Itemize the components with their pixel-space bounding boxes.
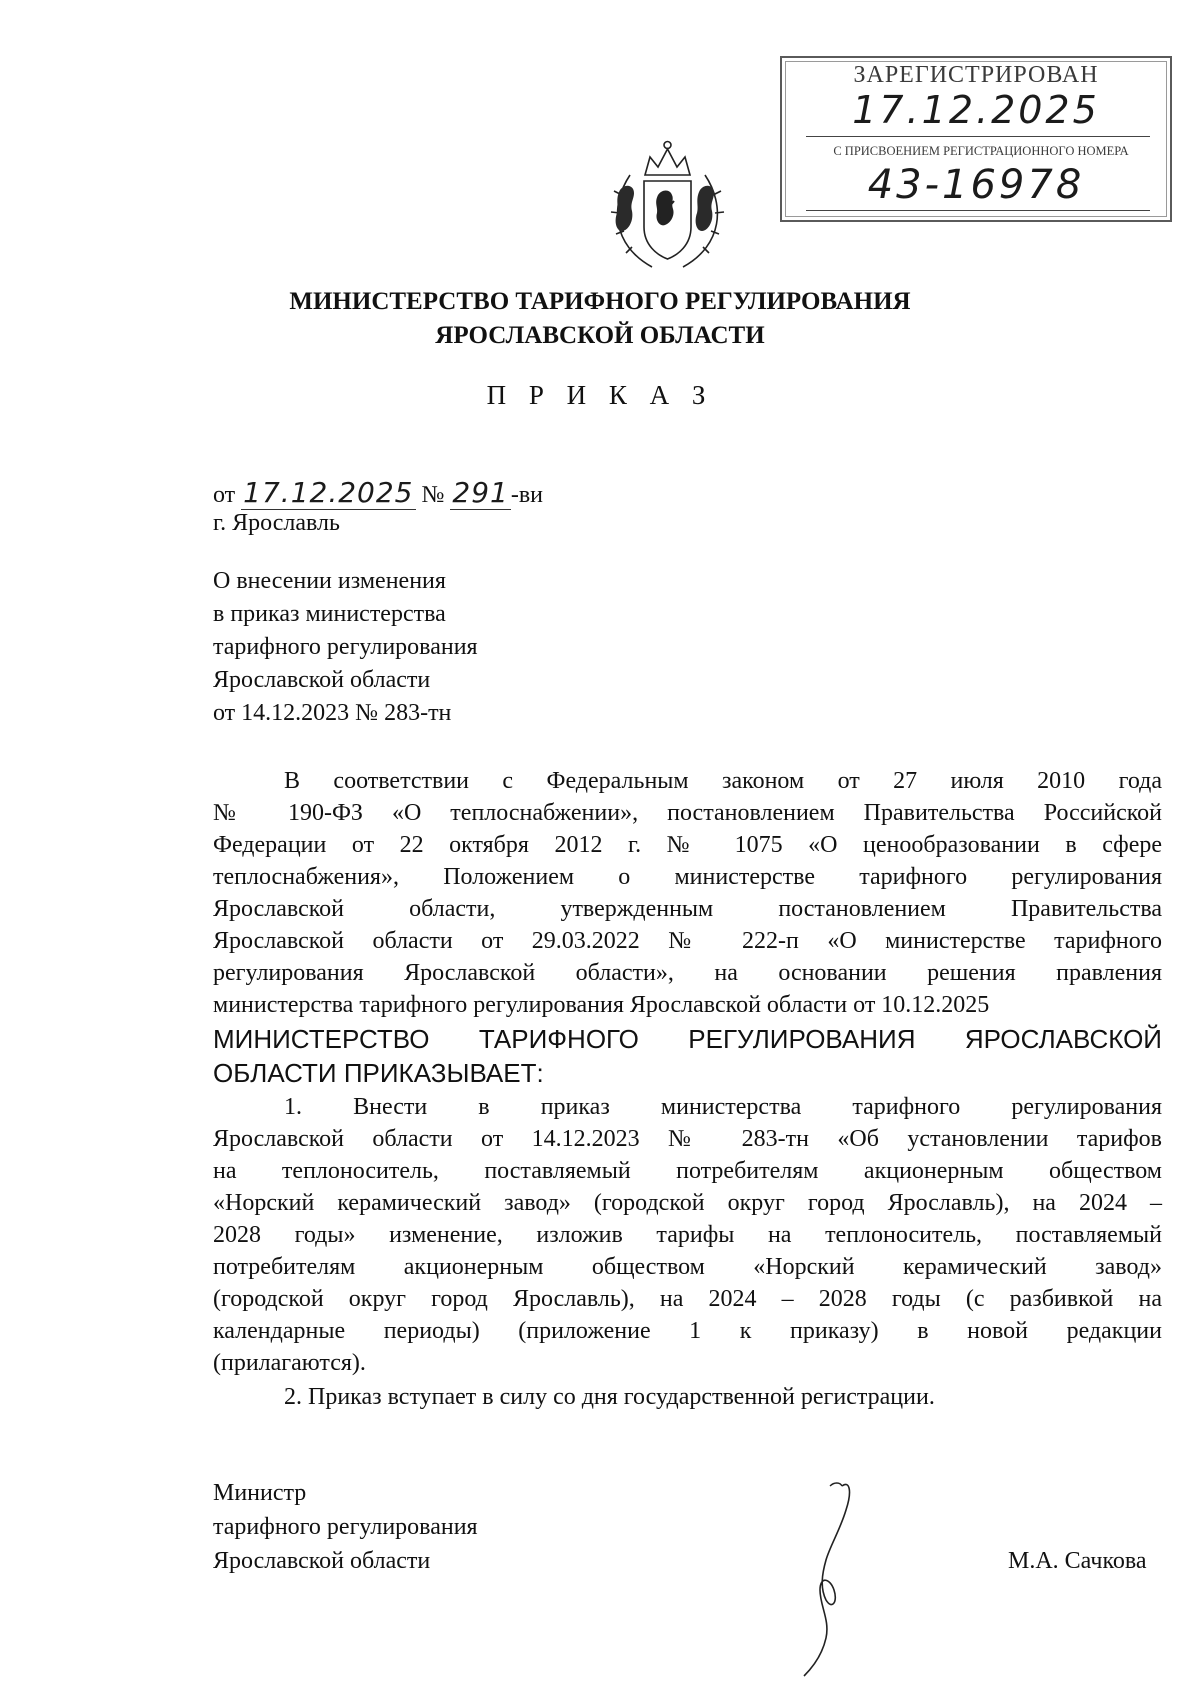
subject-line: тарифного регулирования <box>213 634 478 660</box>
signatory-position-line: тарифного регулирования <box>213 1514 478 1540</box>
stamp-subtitle: С ПРИСВОЕНИЕМ РЕГИСТРАЦИОННОГО НОМЕРА <box>833 144 1129 158</box>
item1-line: (прилагаются). <box>213 1350 366 1376</box>
item2-text: 2. Приказ вступает в силу со дня государственной регистрации. <box>284 1384 935 1410</box>
handwritten-order-number: 291 <box>452 476 509 509</box>
subject-line: от 14.12.2023 № 283-тн <box>213 700 452 726</box>
stamp-handwritten-date: 17.12.2025 <box>852 88 1100 132</box>
stamp-number-line <box>806 210 1150 211</box>
stamp-date-line <box>806 136 1150 137</box>
number-suffix: -ви <box>510 482 544 508</box>
registration-stamp <box>780 56 1172 222</box>
preamble-line: Федерации от 22 октября 2012 г. № 1075 «О ценообразовании в сфере <box>213 832 1162 858</box>
item1-line: календарные периоды) (приложение 1 к приказу) в новой редакции <box>213 1318 1162 1344</box>
subject-line: в приказ министерства <box>213 601 446 627</box>
number-label: № <box>421 482 445 508</box>
document-type-title: П Р И К А З <box>486 380 714 410</box>
item1-line: 2028 годы» изменение, изложив тарифы на теплоноситель, поставляемый <box>213 1222 1162 1248</box>
item1-line: «Норский керамический завод» (городской округ город Ярославль), на 2024 – <box>213 1190 1162 1216</box>
coat-of-arms-emblem <box>600 135 735 275</box>
stamp-title: ЗАРЕГИСТРИРОВАН <box>853 62 1099 88</box>
decree-line: ОБЛАСТИ ПРИКАЗЫВАЕТ: <box>213 1058 544 1088</box>
from-label: от <box>213 482 236 508</box>
subject-line: Ярославской области <box>213 667 431 693</box>
preamble-line: В соответствии с Федеральным законом от 27 июля 2010 года <box>284 768 1162 794</box>
preamble-line: Ярославской области от 29.03.2022 № 222-п «О министерстве тарифного <box>213 928 1162 954</box>
handwritten-order-date: 17.12.2025 <box>243 476 414 509</box>
handwritten-signature <box>790 1480 870 1680</box>
preamble-line: регулирования Ярославской области», на основании решения правления <box>213 960 1162 986</box>
item1-line: 1. Внести в приказ министерства тарифного регулирования <box>284 1094 1162 1120</box>
preamble-line: теплоснабжения», Положением о министерстве тарифного регулирования <box>213 864 1162 890</box>
signatory-position-line: Министр <box>213 1480 307 1506</box>
signatory-position-line: Ярославской области <box>213 1548 431 1574</box>
item1-line: потребителям акционерным обществом «Норский керамический завод» <box>213 1254 1162 1280</box>
order-date-number <box>213 476 543 509</box>
preamble-line: Ярославской области, утвержденным постановлением Правительства <box>213 896 1162 922</box>
stamp-handwritten-reg-number: 43-16978 <box>867 162 1085 208</box>
signatory-name: М.А. Сачкова <box>1008 1548 1147 1574</box>
preamble-line: № 190-ФЗ «О теплоснабжении», постановлением Правительства Российской <box>213 800 1162 826</box>
subject-line: О внесении изменения <box>213 568 446 594</box>
preamble-line: министерства тарифного регулирования Ярославской области от 10.12.2025 <box>213 992 990 1018</box>
ministry-name-line-2: ЯРОСЛАВСКОЙ ОБЛАСТИ <box>435 322 765 349</box>
city: г. Ярославль <box>213 510 340 536</box>
decree-line: МИНИСТЕРСТВО ТАРИФНОГО РЕГУЛИРОВАНИЯ ЯРОСЛАВСКОЙ <box>213 1024 1162 1054</box>
item1-line: Ярославской области от 14.12.2023 № 283-тн «Об установлении тарифов <box>213 1126 1162 1152</box>
item1-line: на теплоноситель, поставляемый потребителям акционерным обществом <box>213 1158 1162 1184</box>
item1-line: (городской округ город Ярославль), на 2024 – 2028 годы (с разбивкой на <box>213 1286 1162 1312</box>
ministry-name-line-1: МИНИСТЕРСТВО ТАРИФНОГО РЕГУЛИРОВАНИЯ <box>289 288 911 315</box>
